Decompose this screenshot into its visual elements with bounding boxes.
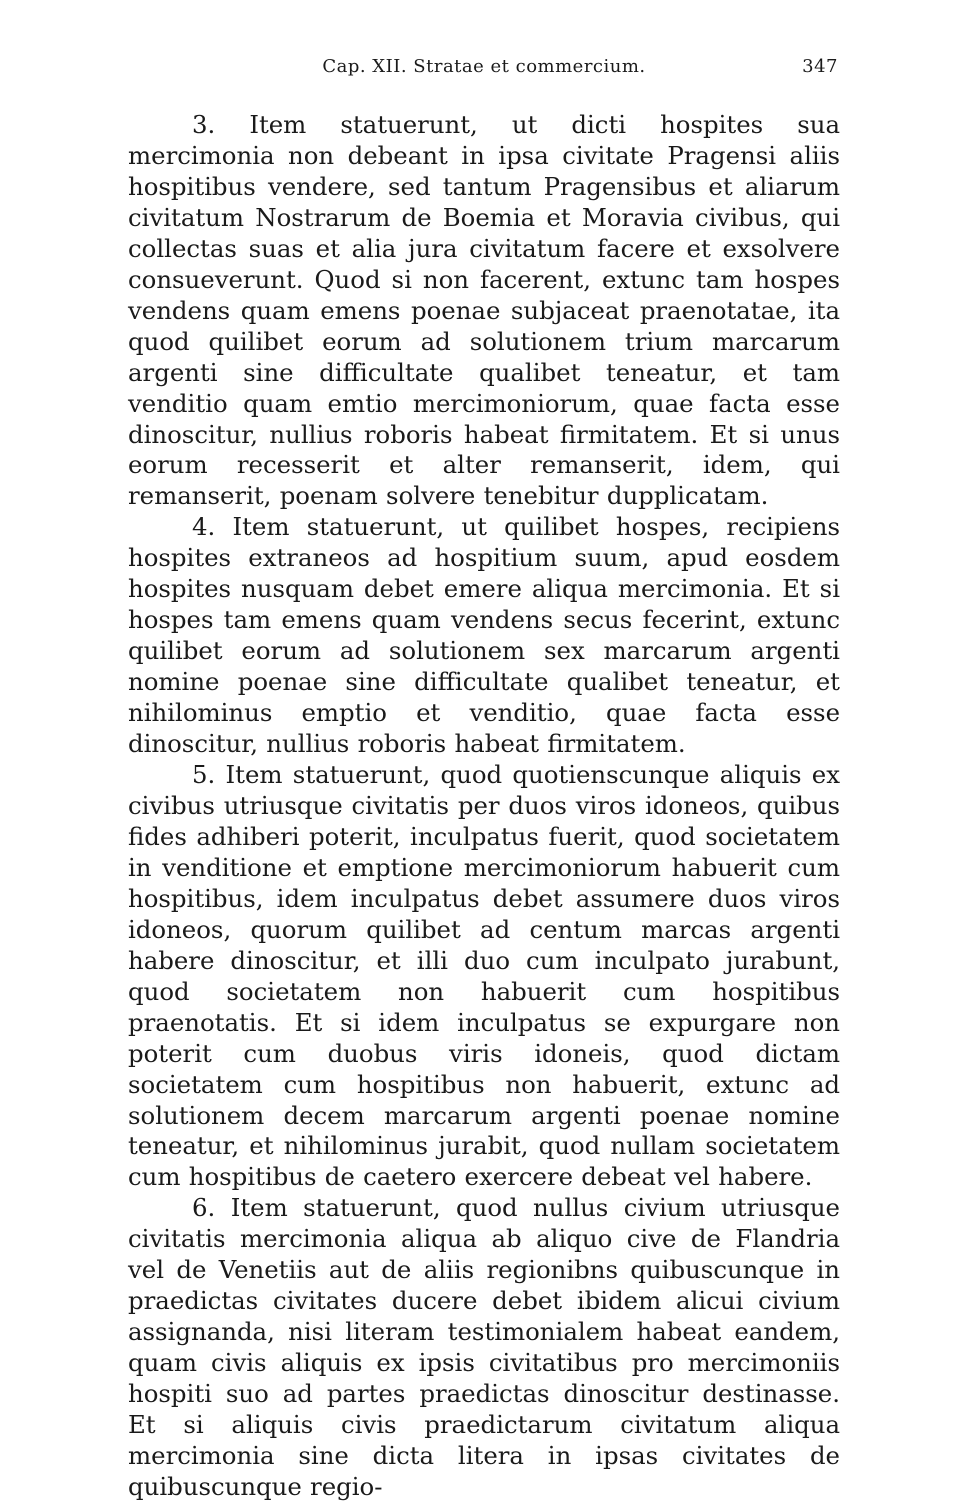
paragraph-5: 5. Item statuerunt, quod quotienscunque aliquis ex civibus utriusque civitatis per duos viros idoneos, quibus fides adhiberi poterit, inculpatus fuerit, quod societatem in venditione et emptione mercimoniorum habuerit cum hospitibus, idem inculpatus debet assumere duos viros idoneos, quorum quilibet ad centum marcas argenti habere dinoscitur, et illi duo cum inculpato jurabunt, quod societatem non habuerit cum hospitibus praenotatis. Et si idem inculpatus se expurgare non poterit cum duobus viris idoneis, quod dictam societatem cum hospitibus non habuerit, extunc ad solutionem decem marcarum argenti poenae nomine teneatur, et nihilominus jurabit, quod nullam societatem cum hospitibus de caetero exercere debeat vel habere. <box>128 760 840 1192</box>
book-page <box>128 56 840 1503</box>
paragraph-4: 4. Item statuerunt, ut quilibet hospes, recipiens hospites extraneos ad hospitium suum, apud eosdem hospites nusquam debet emere aliqua mercimonia. Et si hospes tam emens quam vendens secus fecerint, extunc quilibet eorum ad solutionem sex marcarum argenti nomine poenae sine difficultate qualibet teneatur, et nihilominus emptio et venditio, quae facta esse dinoscitur, nullius roboris habeat firmitatem. <box>128 512 840 759</box>
running-head <box>128 56 840 92</box>
paragraph-6: 6. Item statuerunt, quod nullus civium utriusque civitatis mercimonia aliqua ab aliquo cive de Flandria vel de Venetiis aut de aliis regionibns quibuscunque in praedictas civitates ducere debet ibidem alicui civium assignanda, nisi literam testimonialem habeat eandem, quam civis aliquis ex ipsis civitatibus pro mercimoniis hospiti suo ad partes praedictas dinoscitur destinasse. Et si aliquis civis praedictarum civitatum aliqua mercimonia sine dicta litera in ipsas civitates de quibuscunque regio- <box>128 1193 840 1501</box>
paragraph-3: 3. Item statuerunt, ut dicti hospites sua mercimonia non debeant in ipsa civitate Pragensi aliis hospitibus vendere, sed tantum Pragensibus et aliarum civitatum Nostrarum de Boemia et Moravia civibus, qui collectas suas et alia jura civitatum facere et exsolvere consueverunt. Quod si non facerent, extunc tam hospes vendens quam emens poenae subjaceat praenotatae, ita quod quilibet eorum ad solutionem trium marcarum argenti sine difficultate qualibet teneatur, et tam venditio quam emtio mercimoniorum, quae facta esse dinoscitur, nullius roboris habeat firmitatem. Et si unus eorum recesserit et alter remanserit, idem, qui remanserit, poenam solvere tenebitur dupplicatam. <box>128 110 840 511</box>
running-title: Cap. XII. Stratae et commercium. <box>322 56 646 77</box>
body-text <box>128 110 840 1503</box>
page-number: 347 <box>802 56 838 77</box>
